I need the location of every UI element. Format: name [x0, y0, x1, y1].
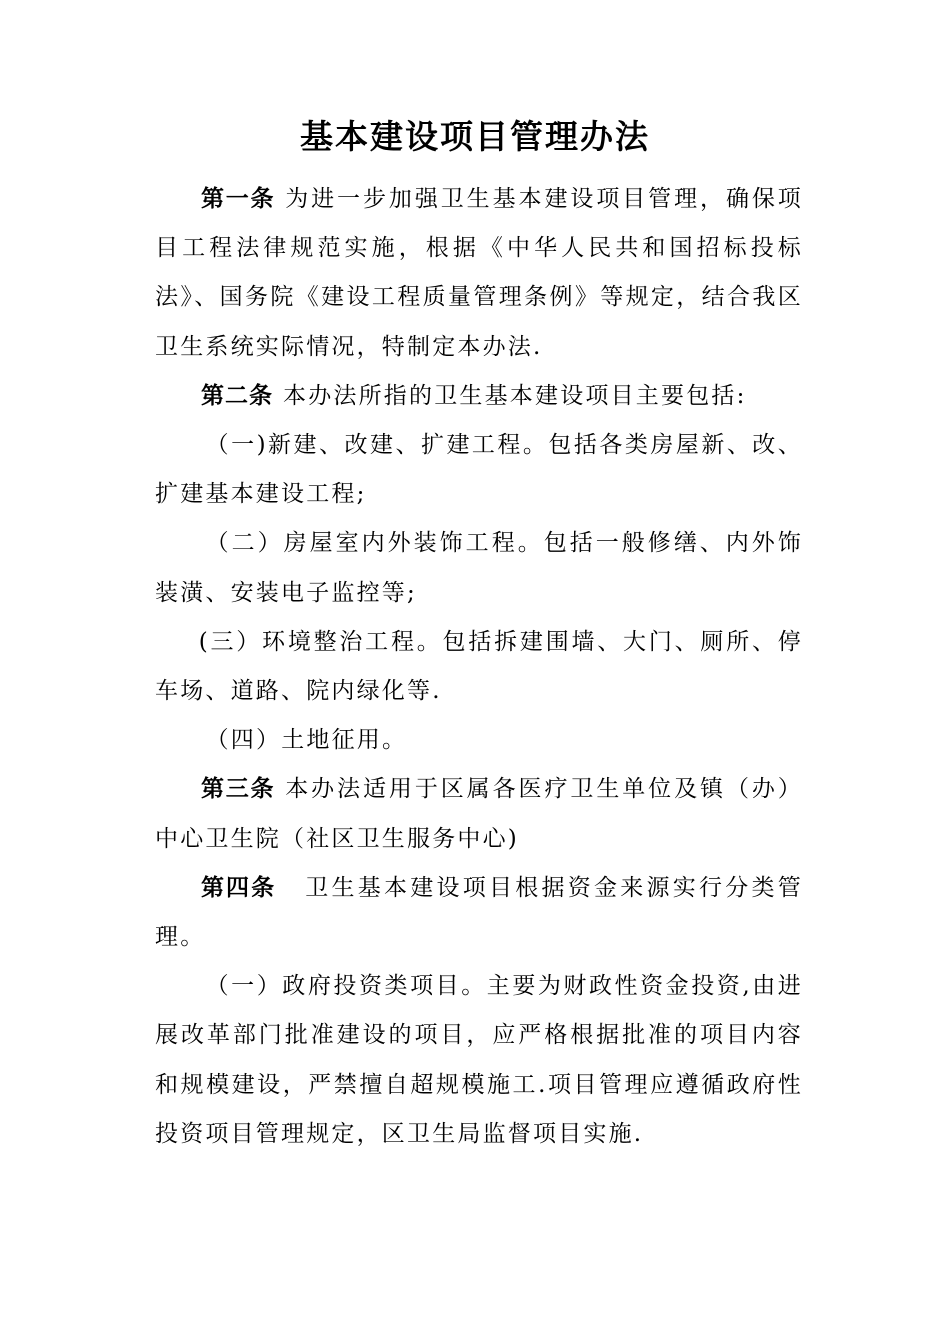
document-body	[155, 175, 803, 1159]
article-label: 第四条	[201, 874, 277, 901]
article-4	[155, 864, 803, 962]
article-label: 第一条	[201, 186, 276, 212]
article-1	[155, 175, 803, 372]
article-3	[155, 765, 803, 863]
article-text: 本办法所指的卫生基本建设项目主要包括:	[283, 382, 747, 409]
clause-2-2	[155, 519, 803, 617]
article-2	[155, 372, 803, 421]
clause-text: （一）政府投资类项目。主要为财政性资金投资,由进展改革部门批准建设的项目，应严格根据批准的项目内容和规模建设，严禁擅自超规模施工.项目管理应遵循政府性投资项目管理规定，区卫生局监督项目实施.	[155, 973, 803, 1147]
clause-2-4	[155, 716, 803, 765]
article-text: 卫生基本建设项目根据资金来源实行分类管理。	[155, 874, 803, 951]
article-text: 本办法适用于区属各医疗卫生单位及镇（办）中心卫生院（社区卫生服务中心)	[155, 776, 804, 852]
clause-2-3	[155, 618, 803, 716]
article-label: 第二条	[201, 382, 273, 409]
document-title: 基本建设项目管理办法	[300, 117, 650, 156]
clause-text: （二）房屋室内外装饰工程。包括一般修缮、内外饰装潢、安装电子监控等;	[155, 530, 803, 606]
article-text: 为进一步加强卫生基本建设项目管理，确保项目工程法律规范实施，根据《中华人民共和国招标投标法》、国务院《建设工程质量管理条例》等规定，结合我区卫生系统实际情况，特制定本办法.	[155, 186, 804, 360]
clause-2-1	[155, 421, 803, 519]
clause-text: （四）土地征用。	[205, 727, 408, 754]
article-label: 第三条	[201, 776, 276, 803]
clause-text: (三）环境整治工程。包括拆建围墙、大门、厕所、停车场、道路、院内绿化等.	[155, 628, 803, 705]
clause-4-1	[155, 962, 803, 1159]
clause-text: （一)新建、改建、扩建工程。包括各类房屋新、改、扩建基本建设工程;	[155, 432, 803, 508]
